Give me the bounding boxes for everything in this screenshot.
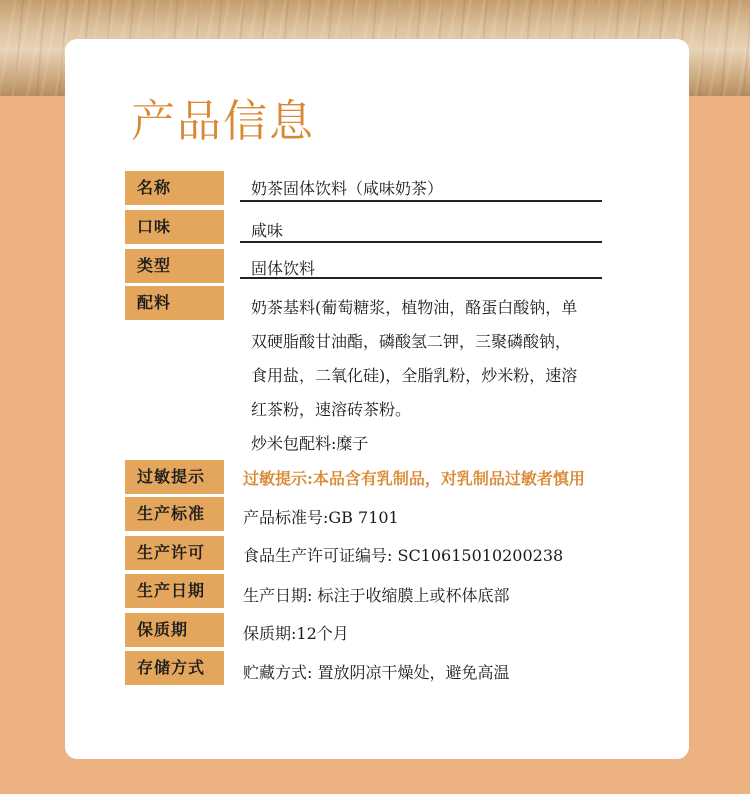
label-storage: 存储方式 xyxy=(125,651,224,685)
ingredients-line: 炒米包配料:糜子 xyxy=(251,434,369,453)
value-standard: 产品标准号:GB 7101 xyxy=(243,508,399,527)
ingredients-text xyxy=(251,291,611,461)
value-license: 食品生产许可证编号: SC10615010200238 xyxy=(243,546,564,565)
divider-flavor xyxy=(240,241,602,243)
value-type: 固体饮料 xyxy=(251,259,316,278)
value-name: 奶茶固体饮料（咸味奶茶） xyxy=(251,179,444,198)
value-production-date: 生产日期: 标注于收缩膜上或杯体底部 xyxy=(243,586,510,605)
ingredients-line: 食用盐，二氧化硅)，全脂乳粉，炒米粉，速溶 xyxy=(251,366,578,385)
divider-type xyxy=(240,277,602,279)
page-title: 产品信息 xyxy=(131,96,315,147)
label-standard: 生产标准 xyxy=(125,497,224,531)
ingredients-line: 红茶粉，速溶砖茶粉。 xyxy=(251,400,412,419)
label-shelf-life: 保质期 xyxy=(125,613,224,647)
value-storage: 贮藏方式: 置放阴凉干燥处，避免高温 xyxy=(243,663,510,682)
label-flavor: 口味 xyxy=(125,210,224,244)
value-allergy: 过敏提示:本品含有乳制品，对乳制品过敏者慎用 xyxy=(243,469,585,488)
ingredients-line: 奶茶基料(葡萄糖浆，植物油，酪蛋白酸钠，单 xyxy=(251,298,578,317)
value-flavor: 咸味 xyxy=(251,221,284,240)
label-type: 类型 xyxy=(125,249,224,283)
label-allergy: 过敏提示 xyxy=(125,460,224,494)
label-license: 生产许可 xyxy=(125,536,224,570)
label-name: 名称 xyxy=(125,171,224,205)
label-production-date: 生产日期 xyxy=(125,574,224,608)
value-shelf-life: 保质期:12个月 xyxy=(243,624,349,643)
label-ingredients: 配料 xyxy=(125,286,224,320)
ingredients-line: 双硬脂酸甘油酯，磷酸氢二钾，三聚磷酸钠， xyxy=(251,332,572,351)
divider-name xyxy=(240,200,602,202)
